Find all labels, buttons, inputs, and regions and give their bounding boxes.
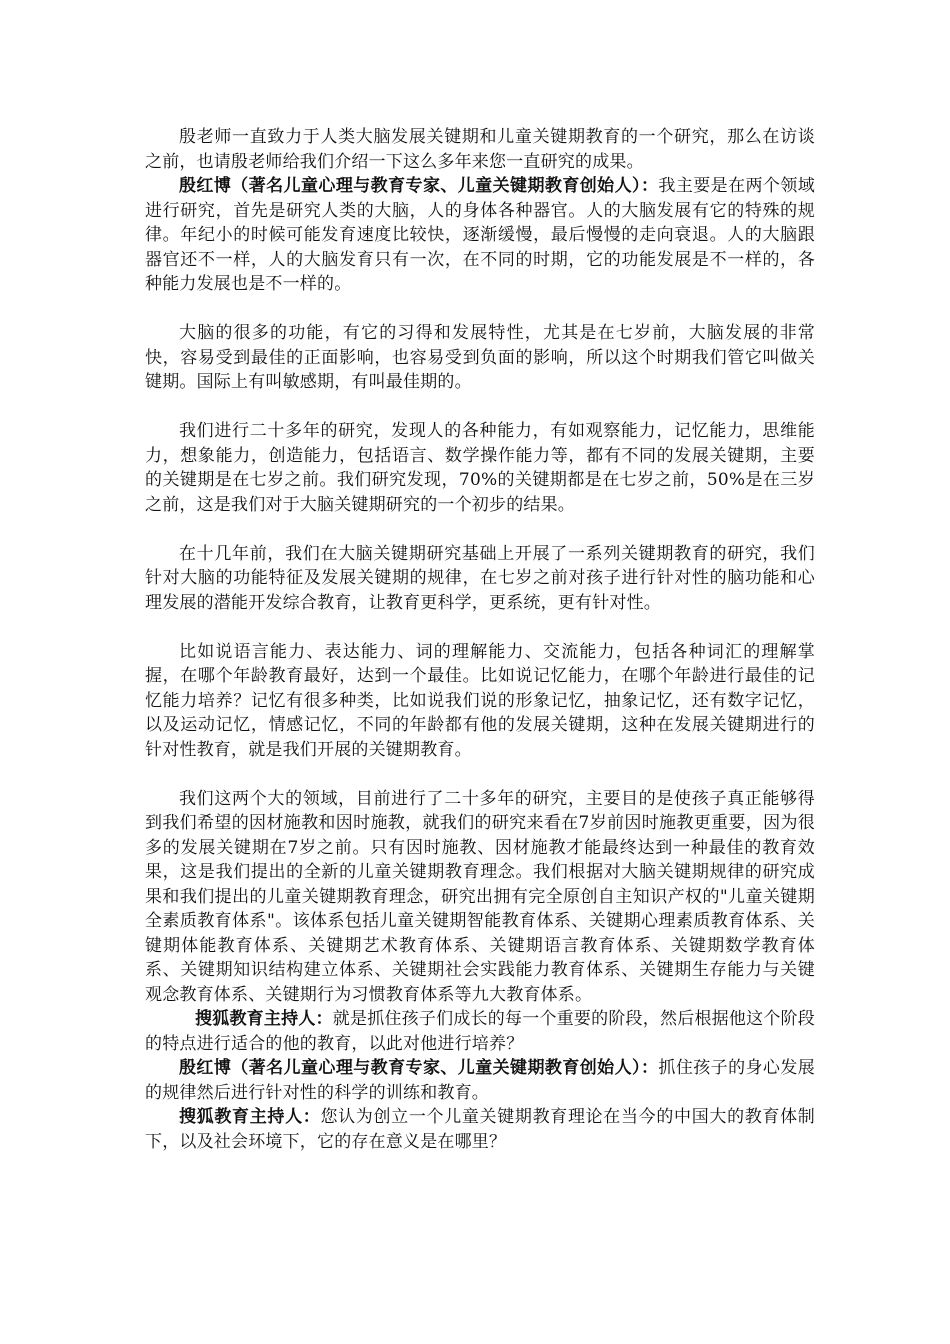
speaker-label: 殷红博（著名儿童心理与教育专家、儿童关键期教育创始人）：	[179, 176, 659, 196]
paragraph-research-findings	[145, 419, 815, 517]
paragraph-host-question-2	[145, 1105, 815, 1154]
paragraph-education-system	[145, 787, 815, 1008]
paragraph-text: 我们这两个大的领域，目前进行了二十多年的研究，主要目的是使孩子真正能够得到我们希望的因材施教和因时施教，就我们的研究来看在7岁前因时施教更重要，因为很多的发展关键期在7岁之前。只有因时施教、因材施教才能最终达到一种最佳的教育效果，这是我们提出的全新的儿童关键期教育理念。我们根据对大脑关键期规律的研究成果和我们提出的儿童关键期教育理念，研究出拥有完全原创自主知识产权的"儿童关键期全素质教育体系"。该体系包括儿童关键期智能教育体系、关键期心理素质教育体系、关键期体能教育体系、关键期艺术教育体系、关键期语言教育体系、关键期数学教育体系、关键期知识结构建立体系、关键期社会实践能力教育体系、关键期生存能力与关键观念教育体系、关键期行为习惯教育体系等九大教育体系。	[145, 788, 815, 1005]
paragraph-text: 大脑的很多的功能，有它的习得和发展特性，尤其是在七岁前，大脑发展的非常快，容易受到最佳的正面影响，也容易受到负面的影响，所以这个时期我们管它叫做关键期。国际上有叫敏感期，有叫最佳期的。	[145, 323, 815, 392]
paragraph-text: 殷老师一直致力于人类大脑发展关键期和儿童关键期教育的一个研究，那么在访谈之前，也请殷老师给我们介绍一下这么多年来您一直研究的成果。	[145, 127, 815, 172]
paragraph-spacer	[145, 395, 815, 420]
speaker-label: 殷红博（著名儿童心理与教育专家、儿童关键期教育创始人）：	[179, 1058, 659, 1078]
paragraph-brain-functions	[145, 321, 815, 395]
paragraph-examples	[145, 640, 815, 763]
paragraph-text: 您认为创立一个儿童关键期教育理论在当今的中国大的教育体制下，以及社会环境下，它的存在意义是在哪里？	[145, 1107, 815, 1152]
paragraph-answer-2	[145, 1056, 815, 1105]
paragraph-spacer	[145, 762, 815, 787]
paragraph-text: 我主要是在两个领域进行研究，首先是研究人类的大脑，人的身体各种器官。人的大脑发展有它的特殊的规律。年纪小的时候可能发育速度比较快，逐渐缓慢，最后慢慢的走向衰退。人的大脑跟器官还不一样，人的大脑发育只有一次，在不同的时期，它的功能发展是不一样的，各种能力发展也是不一样的。	[145, 176, 815, 294]
paragraph-text: 在十几年前，我们在大脑关键期研究基础上开展了一系列关键期教育的研究，我们针对大脑的功能特征及发展关键期的规律，在七岁之前对孩子进行针对性的脑功能和心理发展的潜能开发综合教育，让教育更科学，更系统，更有针对性。	[145, 543, 815, 613]
paragraph-text: 就是抓住孩子们成长的每一个重要的阶段，然后根据他这个阶段的特点进行适合的他的教育，以此对他进行培养？	[145, 1009, 815, 1054]
document-page	[145, 125, 815, 1154]
paragraph-spacer	[145, 615, 815, 640]
speaker-label: 搜狐教育主持人：	[179, 1107, 321, 1127]
paragraph-text: 比如说语言能力、表达能力、词的理解能力、交流能力，包括各种词汇的理解掌握，在哪个年龄教育最好，达到一个最佳。比如说记忆能力，在哪个年龄进行最佳的记忆能力培养？记忆有很多种类，比如说我们说的形象记忆，抽象记忆，还有数字记忆，以及运动记忆，情感记忆，不同的年龄都有他的发展关键期，这种在发展关键期进行的针对性教育，就是我们开展的关键期教育。	[145, 641, 815, 760]
paragraph-host-question-1	[145, 1007, 815, 1056]
paragraph-education-research	[145, 542, 815, 616]
paragraph-spacer	[145, 517, 815, 542]
paragraph-text: 我们进行二十多年的研究，发现人的各种能力，有如观察能力，记忆能力，思维能力，想象能力，创造能力，包括语言、数学操作能力等，都有不同的发展关键期，主要的关键期是在七岁之前。我们研究发现，70%的关键期都是在七岁之前，50%是在三岁之前，这是我们对于大脑关键期研究的一个初步的结果。	[145, 421, 815, 515]
paragraph-text: 抓住孩子的身心发展的规律然后进行针对性的科学的训练和教育。	[145, 1058, 815, 1103]
paragraph-answer-1	[145, 174, 815, 297]
paragraph-intro-question	[145, 125, 815, 174]
speaker-label: 搜狐教育主持人：	[195, 1009, 333, 1029]
paragraph-spacer	[145, 297, 815, 322]
